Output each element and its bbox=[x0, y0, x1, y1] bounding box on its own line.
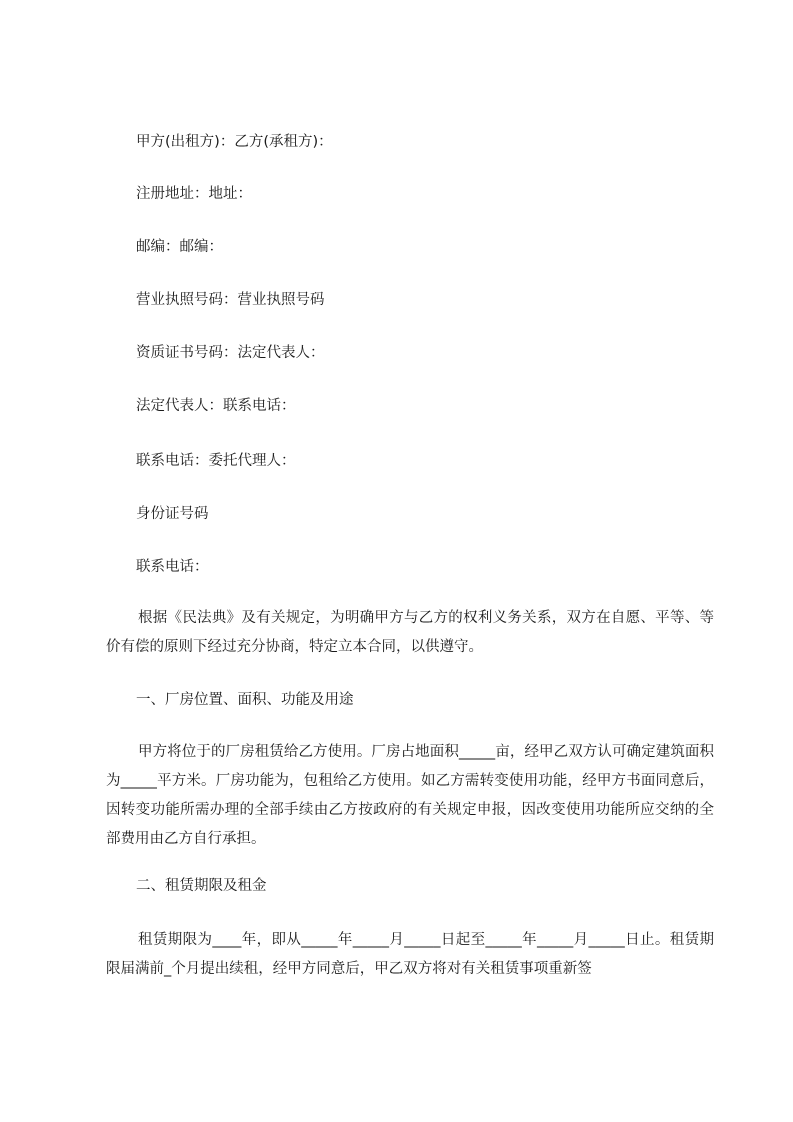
party-line-phone: 联系电话： bbox=[136, 559, 209, 575]
party-line-business-license: 营业执照号码：营业执照号码 bbox=[136, 292, 325, 308]
party-line-legal-rep: 法定代表人：联系电话： bbox=[136, 398, 296, 414]
party-line-id-number: 身份证号码 bbox=[136, 506, 209, 522]
party-line-postcode: 邮编：邮编： bbox=[136, 239, 223, 255]
party-line-address: 注册地址：地址： bbox=[136, 186, 252, 202]
section-2-body: 租赁期限为____年，即从_____年_____月_____日起至_____年_____月_____日止。租赁期限届满前_个月提出续租，经甲方同意后，甲乙双方将对有关租赁事项重新签 bbox=[106, 932, 714, 977]
party-line-phone-agent: 联系电话：委托代理人： bbox=[136, 453, 296, 469]
section-2-heading: 二、租赁期限及租金 bbox=[136, 878, 267, 894]
section-1-body: 甲方将位于的厂房租赁给乙方使用。厂房占地面积_____亩，经甲乙双方认可确定建筑面积为_____平方米。厂房功能为，包租给乙方使用。如乙方需转变使用功能，经甲方书面同意后，因转变功能所需办理的全部手续由乙方按政府的有关规定申报，因改变使用功能所应交纳的全部费用由乙方自行承担。 bbox=[106, 744, 714, 847]
party-line-qualification: 资质证书号码：法定代表人： bbox=[136, 345, 325, 361]
party-line-lessor-lessee: 甲方(出租方)：乙方(承租方)： bbox=[136, 134, 333, 150]
preamble-paragraph: 根据《民法典》及有关规定，为明确甲方与乙方的权利义务关系，双方在自愿、平等、等价有偿的原则下经过充分协商，特定立本合同，以供遵守。 bbox=[106, 610, 714, 655]
section-1-heading: 一、厂房位置、面积、功能及用途 bbox=[136, 692, 354, 708]
